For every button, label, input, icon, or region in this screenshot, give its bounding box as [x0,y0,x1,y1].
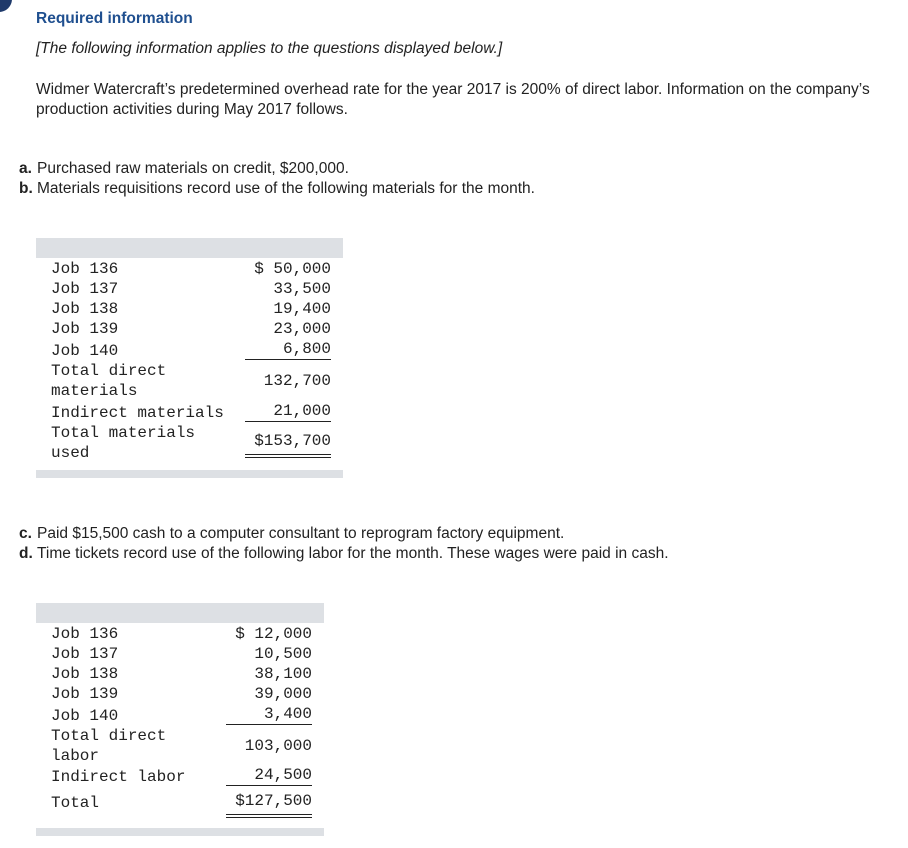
item-letter: a. [19,160,32,177]
required-information-heading: Required information [36,10,193,27]
indirect-materials-label: Indirect materials [51,404,224,422]
materials-table [36,238,343,478]
table-header-bar [36,603,324,623]
item-letter: d. [19,545,33,562]
total-direct-materials-label-2: materials [51,382,138,400]
item-letter: b. [19,180,33,197]
item-c [19,524,669,544]
item-d [19,544,669,564]
item-text: Time tickets record use of the following labor for the month. These wages were paid in cash. [37,545,669,562]
total-direct-labor-label-1: Total direct [51,727,167,745]
table-footer-bar [36,828,324,836]
total-direct-materials-amount: 132,700 [263,372,331,390]
item-b [19,179,535,199]
labor-table [36,603,324,836]
items-cd-list [19,524,669,564]
labor-row-label: Job 140 [51,707,119,725]
item-text: Materials requisitions record use of the following materials for the month. [37,180,535,197]
total-materials-used-label-1: Total materials [51,424,196,442]
total-materials-used-label-2: used [51,444,90,462]
table-header-bar [36,238,343,258]
labor-row-label: Job 139 [51,685,119,703]
table-footer-bar [36,470,343,478]
labor-row-amount: 39,000 [254,685,312,703]
labor-row-amount: 38,100 [254,665,312,683]
indirect-labor-label: Indirect labor [51,768,186,786]
items-ab-list [19,159,535,199]
materials-row-amount: $ 50,000 [254,260,331,278]
total-direct-labor-amount: 103,000 [244,737,312,755]
materials-row-label: Job 140 [51,342,119,360]
materials-row-amount: 33,500 [273,280,331,298]
labor-row-label: Job 137 [51,645,119,663]
labor-row-label: Job 138 [51,665,119,683]
materials-row-amount: 19,400 [273,300,331,318]
indirect-labor-amount: 24,500 [226,765,312,786]
materials-row-label: Job 138 [51,300,119,318]
item-text: Paid $15,500 cash to a computer consultant to reprogram factory equipment. [37,525,565,542]
total-direct-materials-label-1: Total direct [51,362,167,380]
applies-note: [The following information applies to the questions displayed below.] [36,40,503,57]
total-direct-labor-label-2: labor [51,747,100,765]
materials-row-label: Job 137 [51,280,119,298]
intro-paragraph: Widmer Watercraft’s predetermined overhead rate for the year 2017 is 200% of direct labor. Information on the company’s production activities during May 2017 follows. [36,81,870,118]
materials-row-label: Job 136 [51,260,119,278]
labor-row-amount: 3,400 [226,704,312,725]
indirect-materials-amount: 21,000 [245,401,331,422]
total-labor-label: Total [51,794,100,812]
item-text: Purchased raw materials on credit, $200,000. [37,160,349,177]
labor-row-amount: 10,500 [254,645,312,663]
materials-row-label: Job 139 [51,320,119,338]
labor-row-label: Job 136 [51,625,119,643]
materials-row-amount: 23,000 [273,320,331,338]
total-materials-used-amount: $153,700 [245,431,331,458]
materials-row-amount: 6,800 [245,339,331,360]
item-letter: c. [19,525,32,542]
labor-row-amount: $ 12,000 [235,625,312,643]
corner-badge-icon [0,0,12,12]
item-a [19,159,535,179]
total-labor-amount: $127,500 [226,791,312,818]
